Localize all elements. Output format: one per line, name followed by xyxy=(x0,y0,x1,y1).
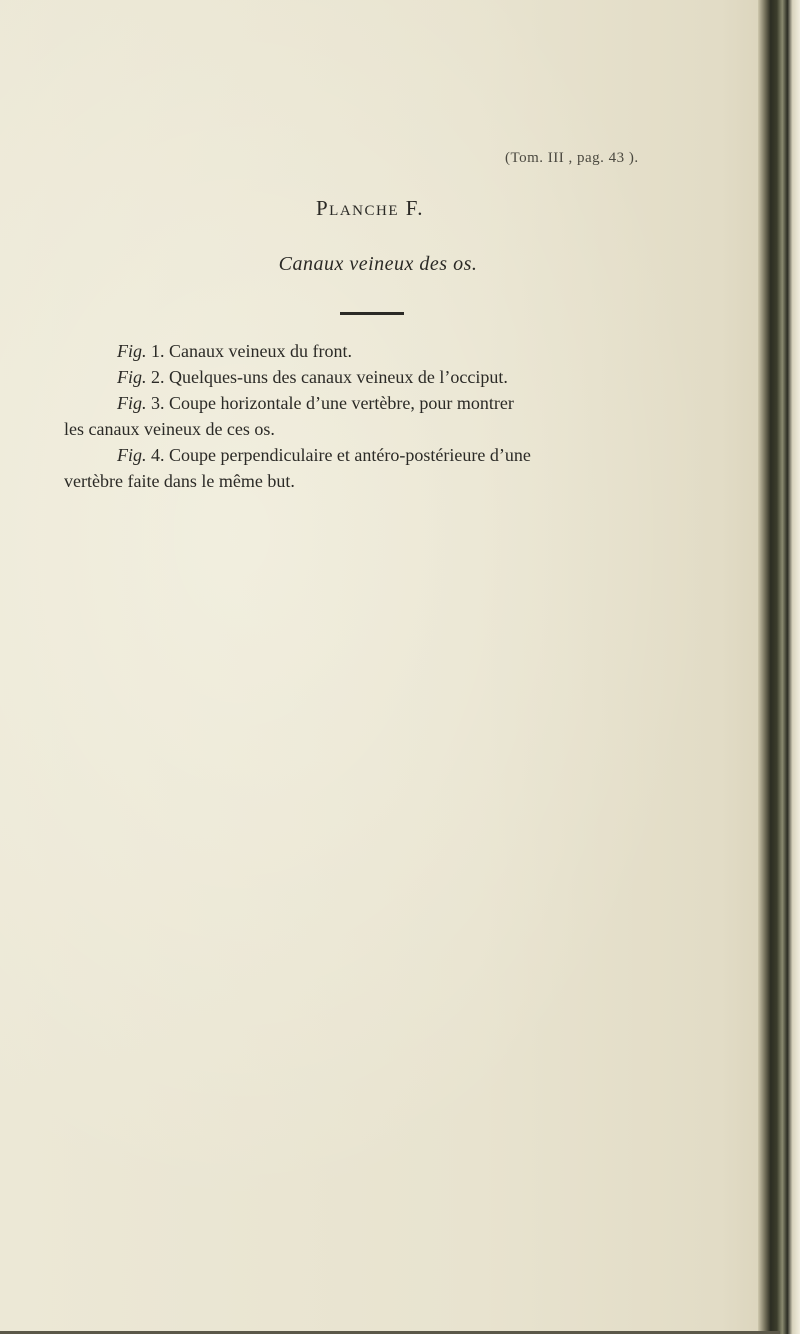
plate-subtitle: Canaux veineux des os. xyxy=(278,253,478,275)
figure-number: 3. xyxy=(151,393,165,413)
figure-label: Fig. xyxy=(117,445,147,465)
figure-caption-2 xyxy=(64,364,664,390)
figure-text: Canaux veineux du front. xyxy=(169,341,352,361)
figure-number: 4. xyxy=(151,445,165,465)
figure-caption-3 xyxy=(64,390,664,442)
figure-text: Coupe perpendiculaire et antéro-postérieure d’une xyxy=(169,445,531,465)
figure-caption-4 xyxy=(64,442,664,494)
figure-text: Quelques-uns des canaux veineux de l’occiput. xyxy=(169,367,508,387)
figure-text: Coupe horizontale d’une vertèbre, pour montrer xyxy=(169,393,514,413)
page-binding-edge xyxy=(758,0,800,1334)
figure-label: Fig. xyxy=(117,367,147,387)
figure-number: 2. xyxy=(151,367,165,387)
figure-label: Fig. xyxy=(117,393,147,413)
figure-text-continuation: vertèbre faite dans le même but. xyxy=(64,471,295,491)
figure-caption-1 xyxy=(64,338,664,364)
figure-text-continuation: les canaux veineux de ces os. xyxy=(64,419,275,439)
plate-title: Planche F. xyxy=(315,196,424,220)
volume-page-reference: (Tom. III , pag. 43 ). xyxy=(505,150,639,166)
figure-number: 1. xyxy=(151,341,165,361)
separator-rule xyxy=(340,312,404,315)
figure-label: Fig. xyxy=(117,341,147,361)
figure-caption-list xyxy=(64,338,664,494)
